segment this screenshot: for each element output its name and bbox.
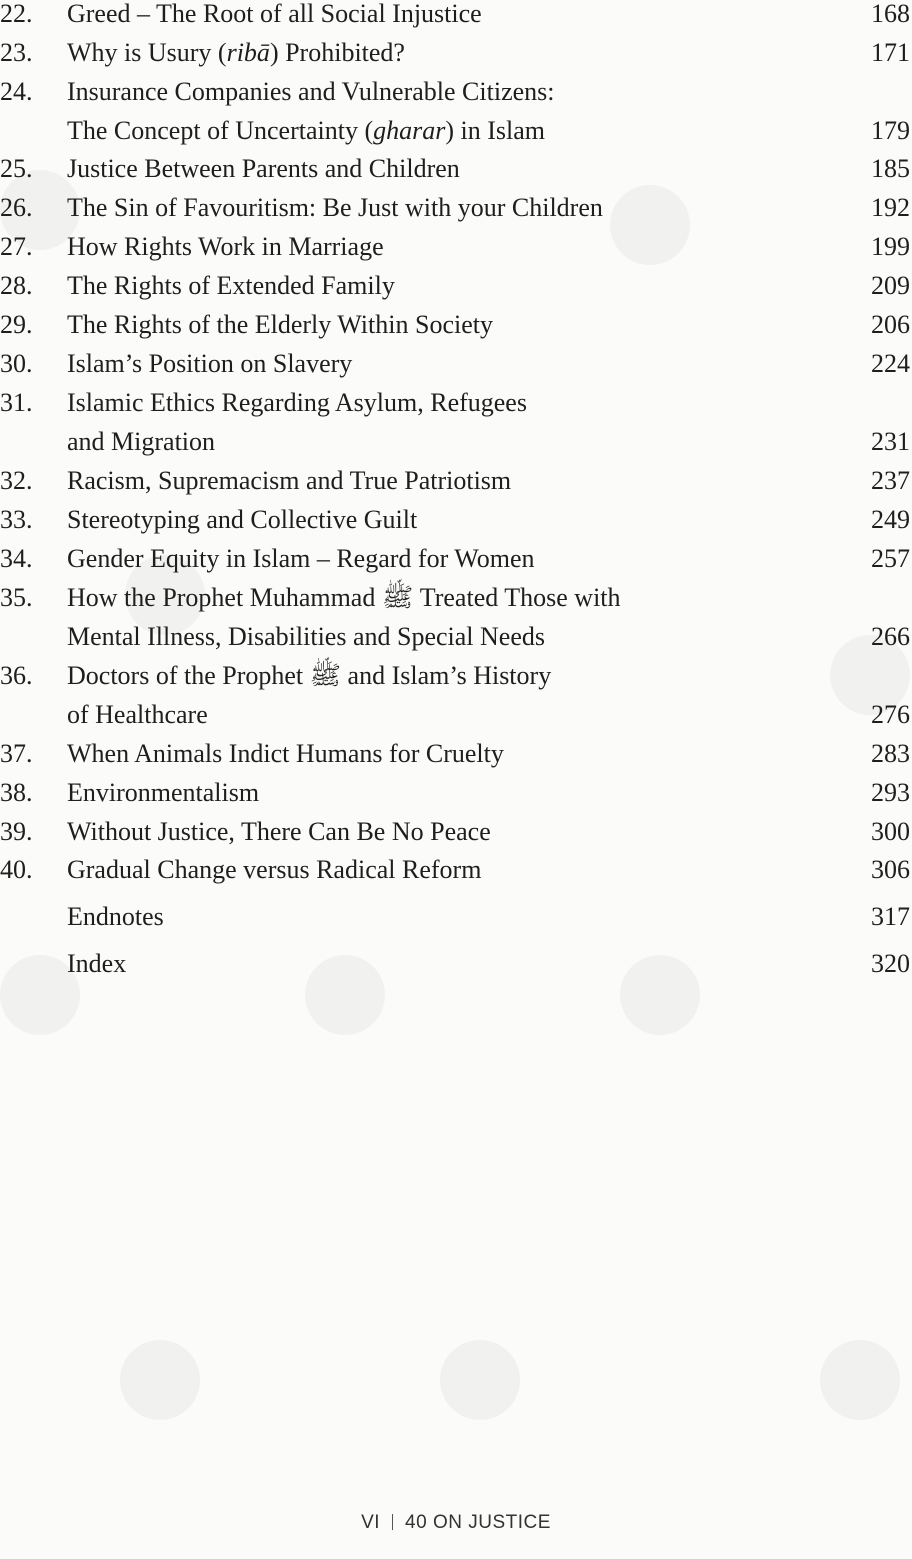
toc-entry-line <box>0 149 912 188</box>
toc-entry-line <box>0 422 912 461</box>
toc-entry-title: Greed – The Root of all Social Injustice <box>67 0 482 28</box>
toc-entry-title: The Rights of the Elderly Within Society <box>67 310 493 339</box>
toc-entry-line <box>0 305 912 344</box>
toc-entry-page: 171 <box>871 38 910 67</box>
toc-entry-title: Stereotyping and Collective Guilt <box>67 505 418 534</box>
toc-entry-line <box>0 33 912 72</box>
toc-entry-page: 293 <box>871 778 910 807</box>
page-number-roman: VI <box>361 1512 381 1533</box>
toc-entry-number: 38. <box>0 778 33 807</box>
toc-entry-number: 24. <box>0 77 33 106</box>
toc-entry-number: 32. <box>0 466 33 495</box>
toc-entry-title: Index <box>67 949 127 978</box>
toc-entry-line <box>0 383 912 422</box>
toc-entry-line <box>0 617 912 656</box>
toc-entry-line <box>0 500 912 539</box>
toc-entry-page: 224 <box>871 349 910 378</box>
toc-entry-title: The Concept of Uncertainty (gharar) in Islam <box>67 116 546 145</box>
toc-entry-number: 30. <box>0 349 33 378</box>
toc-entry-page: 185 <box>871 154 910 183</box>
toc-entry-line <box>0 812 912 851</box>
toc-entry-page: 266 <box>871 622 910 651</box>
toc-entry-page: 283 <box>871 739 910 768</box>
toc-entry-page: 168 <box>871 0 910 28</box>
toc-entry-line <box>0 695 912 734</box>
toc-entry-title: The Sin of Favouritism: Be Just with your Children <box>67 193 603 222</box>
toc-entry-page: 237 <box>871 466 910 495</box>
toc-entry-page: 300 <box>871 817 910 846</box>
toc-entry-page: 276 <box>871 700 910 729</box>
toc-entry-page: 209 <box>871 271 910 300</box>
toc-entry-number: 27. <box>0 232 33 261</box>
toc-entry-page: 320 <box>871 949 910 978</box>
toc-entry-title: The Rights of Extended Family <box>67 271 395 300</box>
toc-entry-number: 31. <box>0 388 33 417</box>
toc-entry-number: 37. <box>0 739 33 768</box>
toc-entry-page: 192 <box>871 193 910 222</box>
toc-entry-page: 199 <box>871 232 910 261</box>
toc-entry-title: Gender Equity in Islam – Regard for Women <box>67 544 535 573</box>
toc-entry-page: 231 <box>871 427 910 456</box>
toc-entry-page: 306 <box>871 855 910 884</box>
watermark-rosette <box>820 1340 900 1420</box>
toc-entry-title: Racism, Supremacism and True Patriotism <box>67 466 512 495</box>
toc-entry-line <box>0 539 912 578</box>
toc-entry-number: 36. <box>0 661 33 690</box>
toc-entry-number: 29. <box>0 310 33 339</box>
toc-entry-title: Doctors of the Prophet ﷺ and Islam’s History <box>67 661 552 690</box>
toc-entry-page: 317 <box>871 902 910 931</box>
toc-entry-number: 34. <box>0 544 33 573</box>
toc-entry-number: 39. <box>0 817 33 846</box>
toc-entry-title: Justice Between Parents and Children <box>67 154 460 183</box>
toc-entry-title: Why is Usury (ribā) Prohibited? <box>67 38 405 67</box>
toc-entry-title: Islamic Ethics Regarding Asylum, Refugees <box>67 388 527 417</box>
toc-entry-number: 25. <box>0 154 33 183</box>
toc-entry-number: 22. <box>0 0 33 28</box>
toc-entry-line <box>0 227 912 266</box>
toc-entry-title: Gradual Change versus Radical Reform <box>67 855 482 884</box>
page-footer <box>0 1512 912 1534</box>
book-title: 40 ON JUSTICE <box>405 1512 551 1533</box>
toc-entry-title: Islam’s Position on Slavery <box>67 349 353 378</box>
toc-entry-line <box>0 344 912 383</box>
watermark-rosette <box>440 1340 520 1420</box>
toc-entry-title: of Healthcare <box>67 700 208 729</box>
toc-entry-title: How the Prophet Muhammad ﷺ Treated Those with <box>67 583 621 612</box>
toc-entry-line <box>0 0 912 33</box>
toc-entry-line <box>0 578 912 617</box>
toc-entry-number: 40. <box>0 855 33 884</box>
footer-separator <box>392 1514 393 1530</box>
toc-entry-line <box>0 656 912 695</box>
italic-term: ribā <box>226 38 270 67</box>
toc-entry-line <box>0 773 912 812</box>
toc-entry-line <box>0 944 912 983</box>
toc-entry-number: 35. <box>0 583 33 612</box>
toc-entry-number: 33. <box>0 505 33 534</box>
toc-entry-line <box>0 897 912 936</box>
toc-entry-title: How Rights Work in Marriage <box>67 232 384 261</box>
toc-entry-number: 28. <box>0 271 33 300</box>
toc-entry-title: When Animals Indict Humans for Cruelty <box>67 739 504 768</box>
toc-entry-line <box>0 72 912 111</box>
toc-entry-line <box>0 111 912 150</box>
toc-entry-line <box>0 734 912 773</box>
toc-entry-title: Environmentalism <box>67 778 260 807</box>
toc-entry-title: Mental Illness, Disabilities and Special Needs <box>67 622 546 651</box>
toc-entry-number: 26. <box>0 193 33 222</box>
toc-entry-line <box>0 188 912 227</box>
italic-term: gharar <box>373 116 446 145</box>
toc-entry-number: 23. <box>0 38 33 67</box>
toc-entry-title: Endnotes <box>67 902 164 931</box>
toc-entry-title: Insurance Companies and Vulnerable Citizens: <box>67 77 555 106</box>
watermark-rosette <box>120 1340 200 1420</box>
toc-entry-page: 249 <box>871 505 910 534</box>
toc-entry-line <box>0 266 912 305</box>
toc-entry-title: Without Justice, There Can Be No Peace <box>67 817 491 846</box>
toc-entry-page: 206 <box>871 310 910 339</box>
toc-entry-title: and Migration <box>67 427 216 456</box>
toc-entry-line <box>0 850 912 889</box>
toc-entry-page: 257 <box>871 544 910 573</box>
toc-entry-line <box>0 461 912 500</box>
toc-entry-page: 179 <box>871 116 910 145</box>
